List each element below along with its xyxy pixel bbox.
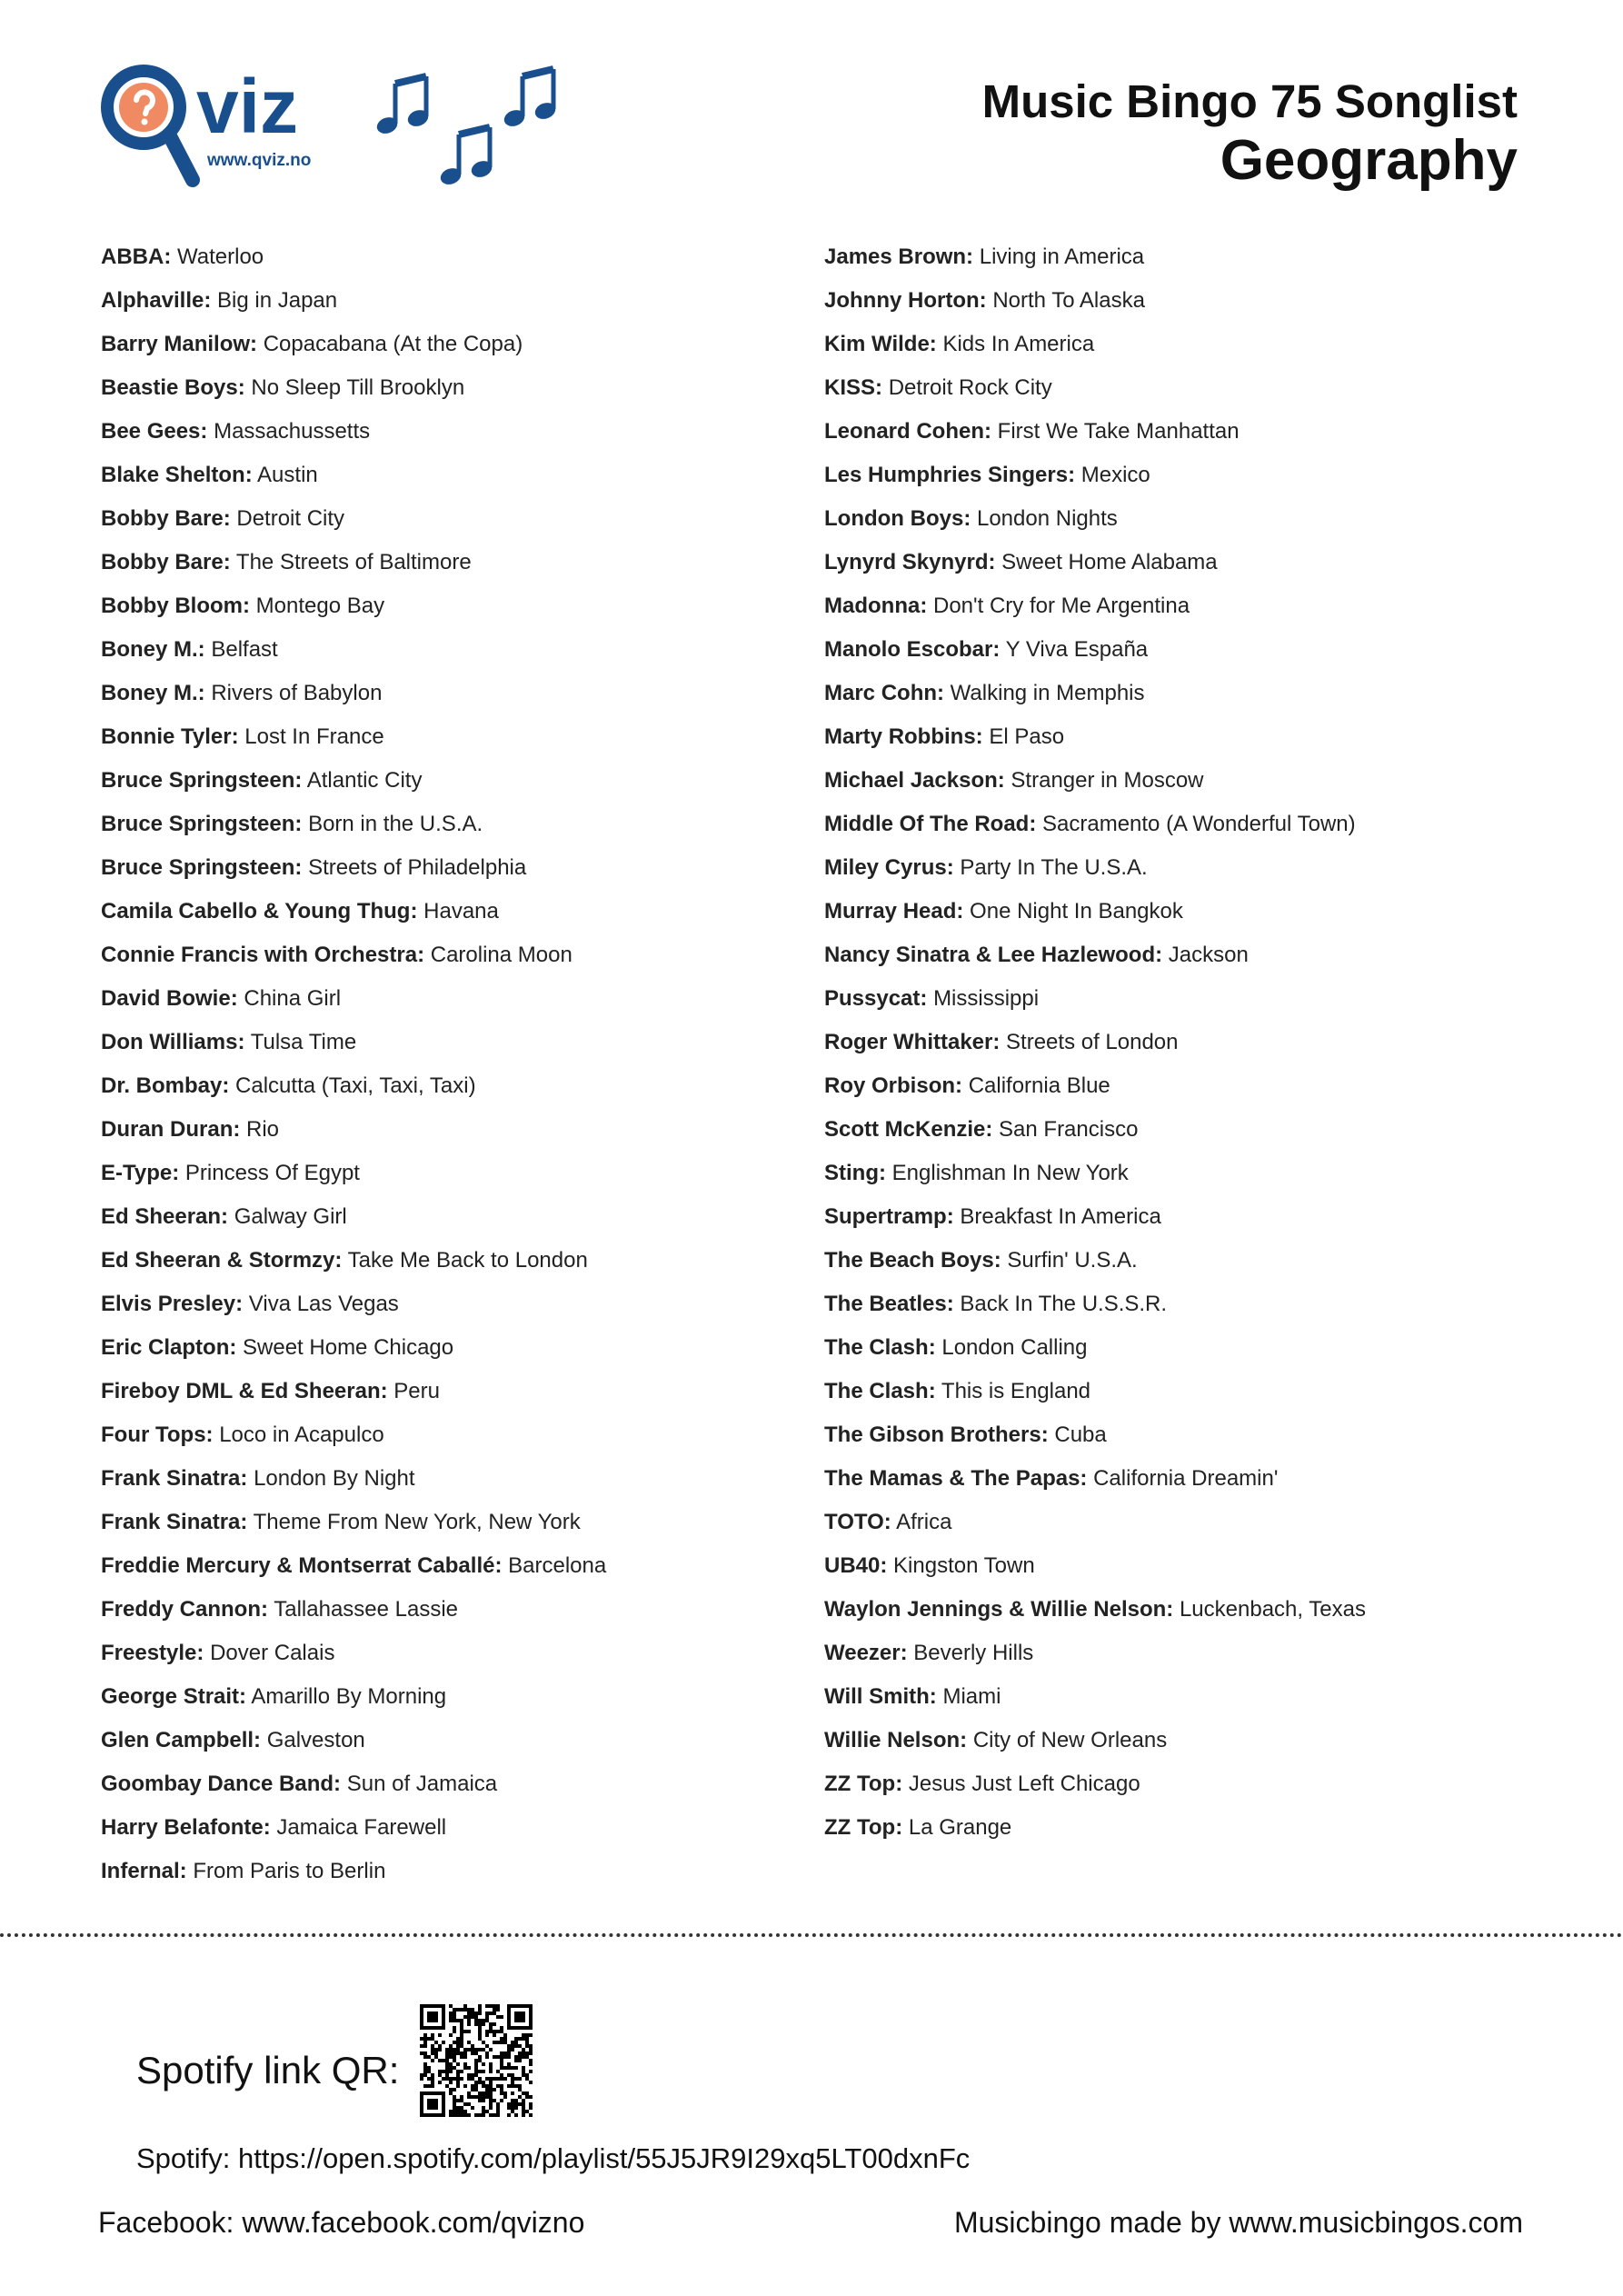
song-row xyxy=(824,1243,1569,1286)
song-artist: Camila Cabello & Young Thug: xyxy=(101,899,418,923)
song-title: Englishman In New York xyxy=(891,1161,1129,1185)
song-title: Sacramento (A Wonderful Town) xyxy=(1042,812,1356,836)
song-row xyxy=(824,414,1569,457)
song-title: Loco in Acapulco xyxy=(219,1423,384,1447)
song-row xyxy=(824,326,1569,370)
song-title: Mississippi xyxy=(933,986,1040,1011)
song-title: Streets of London xyxy=(1006,1030,1179,1054)
song-row xyxy=(101,1592,810,1635)
song-artist: Leonard Cohen: xyxy=(824,419,991,444)
song-row xyxy=(101,370,810,414)
song-row xyxy=(824,1548,1569,1592)
song-artist: Roger Whittaker: xyxy=(824,1030,1001,1054)
logo-url-text: www.qviz.no xyxy=(207,151,312,170)
song-artist: Willie Nelson: xyxy=(824,1728,968,1752)
song-artist: Madonna: xyxy=(824,594,928,618)
song-title: Born in the U.S.A. xyxy=(308,812,483,836)
song-title: Big in Japan xyxy=(217,288,338,313)
song-artist: Bee Gees: xyxy=(101,419,208,444)
song-row xyxy=(824,806,1569,850)
song-row xyxy=(101,283,810,326)
song-title: Waterloo xyxy=(177,245,264,269)
song-title: Belfast xyxy=(211,637,278,662)
song-row xyxy=(824,1112,1569,1155)
song-title: California Dreamin' xyxy=(1093,1466,1279,1491)
facebook-link[interactable]: Facebook: www.facebook.com/qvizno xyxy=(98,2206,585,2239)
song-title: Beverly Hills xyxy=(913,1641,1034,1665)
song-row xyxy=(101,326,810,370)
song-row xyxy=(824,981,1569,1024)
song-row xyxy=(101,239,810,283)
song-row xyxy=(824,1417,1569,1461)
song-title: Copacabana (At the Copa) xyxy=(263,332,523,356)
song-title: Living in America xyxy=(979,245,1145,269)
song-title: Austin xyxy=(257,463,318,487)
song-row xyxy=(101,1461,810,1504)
song-title: First We Take Manhattan xyxy=(997,419,1240,444)
song-row xyxy=(101,1766,810,1810)
song-artist: Freddy Cannon: xyxy=(101,1597,268,1622)
song-artist: Bobby Bloom: xyxy=(101,594,250,618)
song-title: Massachussetts xyxy=(214,419,371,444)
song-row xyxy=(101,763,810,806)
song-artist: Roy Orbison: xyxy=(824,1073,963,1098)
song-artist: Boney M.: xyxy=(101,637,205,662)
song-title: Calcutta (Taxi, Taxi, Taxi) xyxy=(235,1073,476,1098)
song-title: Streets of Philadelphia xyxy=(308,855,527,880)
song-title: Africa xyxy=(896,1510,952,1534)
song-row xyxy=(824,1024,1569,1068)
songlist-right-column xyxy=(824,239,1569,1853)
song-artist: The Mamas & The Papas: xyxy=(824,1466,1088,1491)
song-row xyxy=(824,283,1569,326)
song-row xyxy=(101,675,810,719)
page-title: Geography xyxy=(1220,129,1518,192)
song-row xyxy=(101,544,810,588)
song-title: The Streets of Baltimore xyxy=(235,550,472,574)
song-artist: Marc Cohn: xyxy=(824,681,944,705)
song-row xyxy=(824,632,1569,675)
song-artist: Marty Robbins: xyxy=(824,724,983,749)
song-row xyxy=(101,1199,810,1243)
song-title: Lost In France xyxy=(244,724,384,749)
song-row xyxy=(101,1243,810,1286)
song-artist: Barry Manilow: xyxy=(101,332,258,356)
song-row xyxy=(824,1722,1569,1766)
song-title: Walking in Memphis xyxy=(950,681,1145,705)
song-title: California Blue xyxy=(968,1073,1110,1098)
song-artist: Bruce Springsteen: xyxy=(101,768,303,793)
song-title: Rio xyxy=(246,1117,280,1142)
song-row xyxy=(824,501,1569,544)
song-row xyxy=(824,763,1569,806)
song-row xyxy=(824,239,1569,283)
song-artist: London Boys: xyxy=(824,506,971,531)
song-title: Surfin' U.S.A. xyxy=(1007,1248,1138,1273)
music-notes-icon xyxy=(375,69,557,186)
song-artist: Elvis Presley: xyxy=(101,1292,244,1316)
song-row xyxy=(101,1722,810,1766)
song-artist: Lynyrd Skynyrd: xyxy=(824,550,996,574)
song-artist: Sting: xyxy=(824,1161,886,1185)
song-artist: George Strait: xyxy=(101,1684,247,1709)
song-row xyxy=(824,1635,1569,1679)
song-row xyxy=(824,1199,1569,1243)
song-row xyxy=(101,850,810,893)
songlist-left-column xyxy=(101,239,810,1897)
song-artist: Alphaville: xyxy=(101,288,212,313)
song-artist: Nancy Sinatra & Lee Hazlewood: xyxy=(824,943,1163,967)
song-title: Detroit City xyxy=(236,506,345,531)
song-artist: ZZ Top: xyxy=(824,1772,903,1796)
song-row xyxy=(824,588,1569,632)
song-title: Sweet Home Alabama xyxy=(1001,550,1218,574)
song-title: North To Alaska xyxy=(992,288,1145,313)
song-title: London By Night xyxy=(254,1466,415,1491)
song-artist: Infernal: xyxy=(101,1859,187,1883)
song-title: Sweet Home Chicago xyxy=(243,1335,454,1360)
song-title: Jackson xyxy=(1168,943,1249,967)
song-artist: Kim Wilde: xyxy=(824,332,937,356)
song-row xyxy=(101,632,810,675)
song-artist: Bobby Bare: xyxy=(101,550,231,574)
song-title: Princess Of Egypt xyxy=(184,1161,360,1185)
song-artist: Frank Sinatra: xyxy=(101,1466,248,1491)
song-title: Y Viva España xyxy=(1005,637,1149,662)
song-artist: TOTO: xyxy=(824,1510,891,1534)
song-row xyxy=(101,1155,810,1199)
made-by-credit[interactable]: Musicbingo made by www.musicbingos.com xyxy=(953,2206,1523,2239)
song-title: No Sleep Till Brooklyn xyxy=(251,375,465,400)
song-title: From Paris to Berlin xyxy=(193,1859,386,1883)
song-row xyxy=(824,1068,1569,1112)
song-row xyxy=(101,1068,810,1112)
song-title: Sun of Jamaica xyxy=(346,1772,498,1796)
song-row xyxy=(824,1679,1569,1722)
song-row xyxy=(101,1286,810,1330)
song-artist: Waylon Jennings & Willie Nelson: xyxy=(824,1597,1174,1622)
song-artist: Frank Sinatra: xyxy=(101,1510,248,1534)
song-title: Cuba xyxy=(1054,1423,1107,1447)
song-artist: Michael Jackson: xyxy=(824,768,1005,793)
song-title: Tulsa Time xyxy=(250,1030,357,1054)
song-row xyxy=(101,893,810,937)
song-title: Breakfast In America xyxy=(960,1204,1161,1229)
song-artist: The Clash: xyxy=(824,1335,936,1360)
page-subtitle: Music Bingo 75 Songlist xyxy=(981,75,1518,127)
song-title: Jamaica Farewell xyxy=(276,1815,447,1840)
song-row xyxy=(101,937,810,981)
song-title: Theme From New York, New York xyxy=(253,1510,581,1534)
song-title: Don't Cry for Me Argentina xyxy=(933,594,1190,618)
song-row xyxy=(824,1504,1569,1548)
song-artist: Miley Cyrus: xyxy=(824,855,954,880)
song-title: Stranger in Moscow xyxy=(1011,768,1204,793)
logo-brand-text: viz xyxy=(196,64,299,149)
qviz-logo-graphic xyxy=(98,56,607,193)
song-artist: Will Smith: xyxy=(824,1684,937,1709)
song-artist: UB40: xyxy=(824,1553,888,1578)
song-row xyxy=(824,893,1569,937)
song-artist: The Clash: xyxy=(824,1379,936,1403)
song-row xyxy=(101,1373,810,1417)
song-row xyxy=(101,1679,810,1722)
song-title: Mexico xyxy=(1080,463,1150,487)
song-artist: Johnny Horton: xyxy=(824,288,987,313)
song-artist: Beastie Boys: xyxy=(101,375,245,400)
song-title: This is England xyxy=(941,1379,1091,1403)
song-artist: Eric Clapton: xyxy=(101,1335,237,1360)
song-title: Miami xyxy=(942,1684,1001,1709)
song-title: Galway Girl xyxy=(234,1204,347,1229)
song-row xyxy=(824,544,1569,588)
qr-label: Spotify link QR: xyxy=(136,2049,400,2091)
song-artist: Ed Sheeran: xyxy=(101,1204,229,1229)
song-row xyxy=(101,1504,810,1548)
song-artist: Dr. Bombay: xyxy=(101,1073,230,1098)
song-title: Detroit Rock City xyxy=(888,375,1052,400)
song-row xyxy=(101,1635,810,1679)
song-title: Carolina Moon xyxy=(430,943,573,967)
song-artist: Glen Campbell: xyxy=(101,1728,262,1752)
song-title: Amarillo By Morning xyxy=(251,1684,447,1709)
song-artist: Four Tops: xyxy=(101,1423,214,1447)
song-title: London Nights xyxy=(976,506,1118,531)
song-title: La Grange xyxy=(908,1815,1012,1840)
song-artist: Les Humphries Singers: xyxy=(824,463,1076,487)
song-title: Luckenbach, Texas xyxy=(1179,1597,1366,1622)
song-row xyxy=(824,719,1569,763)
song-row xyxy=(101,719,810,763)
song-title: London Calling xyxy=(941,1335,1088,1360)
song-artist: Scott McKenzie: xyxy=(824,1117,993,1142)
song-row xyxy=(824,850,1569,893)
song-row xyxy=(101,1112,810,1155)
song-artist: Goombay Dance Band: xyxy=(101,1772,342,1796)
song-artist: Murray Head: xyxy=(824,899,964,923)
song-title: El Paso xyxy=(989,724,1065,749)
song-title: Jesus Just Left Chicago xyxy=(908,1772,1140,1796)
song-artist: The Beach Boys: xyxy=(824,1248,1001,1273)
song-row xyxy=(101,1853,810,1897)
song-title: Tallahassee Lassie xyxy=(274,1597,459,1622)
song-row xyxy=(824,1461,1569,1504)
song-row xyxy=(824,1592,1569,1635)
song-artist: Freestyle: xyxy=(101,1641,204,1665)
song-title: Peru xyxy=(393,1379,440,1403)
spotify-link[interactable]: Spotify: https://open.spotify.com/playlist/55J5JR9I29xq5LT00dxnFc xyxy=(136,2142,971,2174)
song-row xyxy=(101,1024,810,1068)
song-row xyxy=(101,806,810,850)
song-row xyxy=(824,675,1569,719)
song-artist: Freddie Mercury & Montserrat Caballé: xyxy=(101,1553,503,1578)
song-artist: KISS: xyxy=(824,375,883,400)
song-artist: Bobby Bare: xyxy=(101,506,231,531)
song-row xyxy=(824,1330,1569,1373)
song-artist: Don Williams: xyxy=(101,1030,245,1054)
song-artist: Boney M.: xyxy=(101,681,205,705)
song-row xyxy=(101,1548,810,1592)
song-title: Barcelona xyxy=(508,1553,607,1578)
song-artist: Pussycat: xyxy=(824,986,928,1011)
song-artist: The Beatles: xyxy=(824,1292,954,1316)
song-row xyxy=(101,588,810,632)
song-title: Kingston Town xyxy=(893,1553,1035,1578)
song-title: Montego Bay xyxy=(255,594,385,618)
song-row xyxy=(824,1766,1569,1810)
song-row xyxy=(101,457,810,501)
song-artist: Harry Belafonte: xyxy=(101,1815,271,1840)
song-artist: Middle Of The Road: xyxy=(824,812,1037,836)
song-title: Back In The U.S.S.R. xyxy=(960,1292,1168,1316)
song-title: One Night In Bangkok xyxy=(970,899,1183,923)
song-artist: ABBA: xyxy=(101,245,172,269)
song-row xyxy=(824,370,1569,414)
song-artist: Bruce Springsteen: xyxy=(101,855,303,880)
song-row xyxy=(101,1810,810,1853)
song-artist: Weezer: xyxy=(824,1641,908,1665)
song-artist: Fireboy DML & Ed Sheeran: xyxy=(101,1379,388,1403)
song-artist: David Bowie: xyxy=(101,986,238,1011)
song-artist: Ed Sheeran & Stormzy: xyxy=(101,1248,343,1273)
song-title: Kids In America xyxy=(942,332,1095,356)
song-artist: James Brown: xyxy=(824,245,974,269)
song-row xyxy=(824,457,1569,501)
song-artist: The Gibson Brothers: xyxy=(824,1423,1049,1447)
song-row xyxy=(824,1373,1569,1417)
song-title: Galveston xyxy=(266,1728,365,1752)
song-artist: Duran Duran: xyxy=(101,1117,241,1142)
song-row xyxy=(824,1810,1569,1853)
header-titles xyxy=(982,75,1518,193)
song-title: Dover Calais xyxy=(210,1641,335,1665)
qviz-logo xyxy=(98,56,607,193)
song-artist: Blake Shelton: xyxy=(101,463,253,487)
song-title: Atlantic City xyxy=(306,768,423,793)
song-artist: ZZ Top: xyxy=(824,1815,903,1840)
song-title: Havana xyxy=(423,899,499,923)
qr-code-icon xyxy=(420,2004,533,2117)
song-row xyxy=(101,501,810,544)
song-title: China Girl xyxy=(244,986,342,1011)
song-artist: Bonnie Tyler: xyxy=(101,724,239,749)
song-title: City of New Orleans xyxy=(972,1728,1168,1752)
song-title: Party In The U.S.A. xyxy=(960,855,1148,880)
song-row xyxy=(101,1417,810,1461)
song-artist: Bruce Springsteen: xyxy=(101,812,303,836)
song-row xyxy=(824,937,1569,981)
song-artist: Supertramp: xyxy=(824,1204,954,1229)
song-artist: Manolo Escobar: xyxy=(824,637,1001,662)
song-row xyxy=(824,1155,1569,1199)
song-title: San Francisco xyxy=(999,1117,1139,1142)
song-title: Rivers of Babylon xyxy=(211,681,383,705)
song-row xyxy=(101,414,810,457)
song-row xyxy=(101,1330,810,1373)
song-artist: Connie Francis with Orchestra: xyxy=(101,943,425,967)
song-title: Viva Las Vegas xyxy=(248,1292,399,1316)
song-row xyxy=(824,1286,1569,1330)
dotted-divider xyxy=(0,1933,1623,1937)
song-artist: E-Type: xyxy=(101,1161,180,1185)
song-title: Take Me Back to London xyxy=(347,1248,588,1273)
song-row xyxy=(101,981,810,1024)
